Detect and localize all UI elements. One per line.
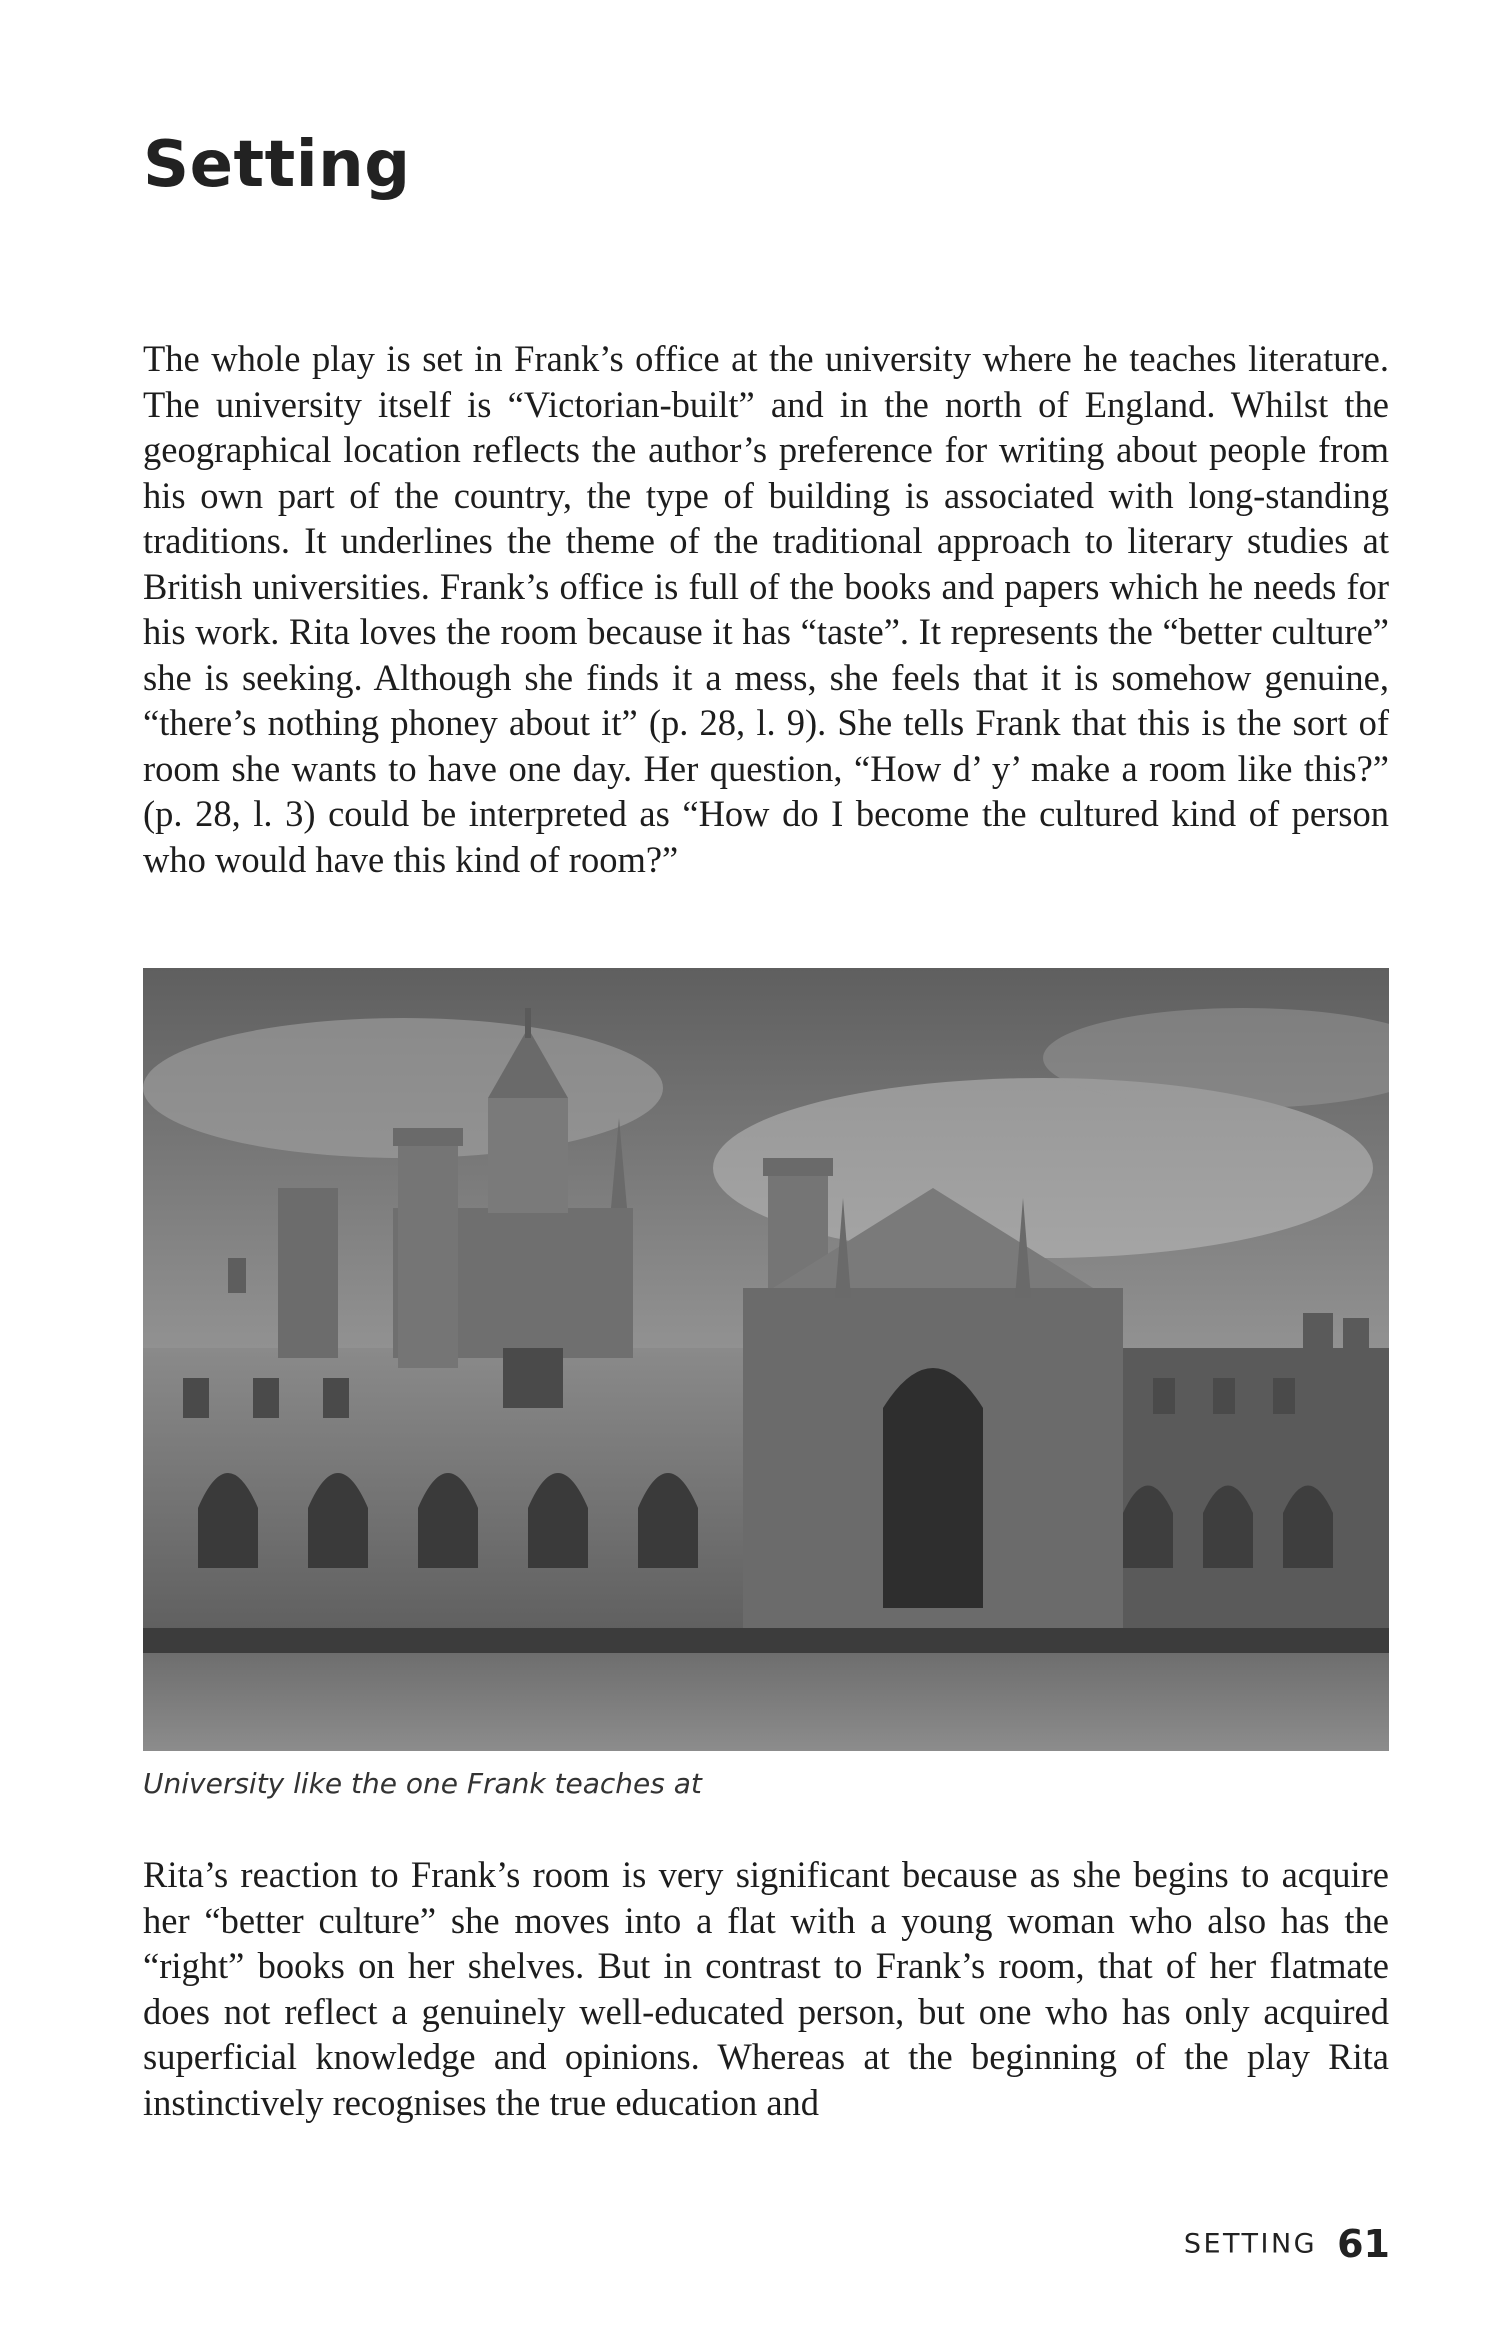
running-footer-section: SETTING <box>1183 2228 1318 2260</box>
figure-caption: University like the one Frank teaches at <box>143 1767 702 1800</box>
page-footer <box>1184 2222 1390 2266</box>
university-photo <box>143 968 1389 1751</box>
body-paragraph-1: The whole play is set in Frank’s office at the university where he teaches literature. The university itself is “Victorian-built” and in the north of England. Whilst the geographical location reflects the author’s preference for writing about people from his own part of the country, the type of building is associated with long-standing traditions. It underlines the theme of the traditional approach to literary studies at British universities. Frank’s office is full of the books and papers which he needs for his work. Rita loves the room because it has “taste”. It represents the “better culture” she is seeking. Although she finds it a mess, she feels that it is somehow genuine, “there’s nothing phoney about it” (p. 28, l. 9). She tells Frank that this is the sort of room she wants to have one day. Her question, “How d’ y’ make a room like this?” (p. 28, l. 3) could be interpreted as “How do I become the cultured kind of person who would have this kind of room?” <box>143 338 1389 880</box>
section-heading: Setting <box>143 128 411 202</box>
body-paragraph-2: Rita’s reaction to Frank’s room is very significant because as she begins to acquire her “better culture” she moves into a flat with a young woman who also has the “right” books on her shelves. But in contrast to Frank’s room, that of her flatmate does not reflect a genuinely well-educated person, but one who has only acquired superficial knowledge and opinions. Whereas at the beginning of the play Rita instinctively recognises the true education and <box>143 1854 1389 2123</box>
page-number: 61 <box>1337 2222 1390 2266</box>
